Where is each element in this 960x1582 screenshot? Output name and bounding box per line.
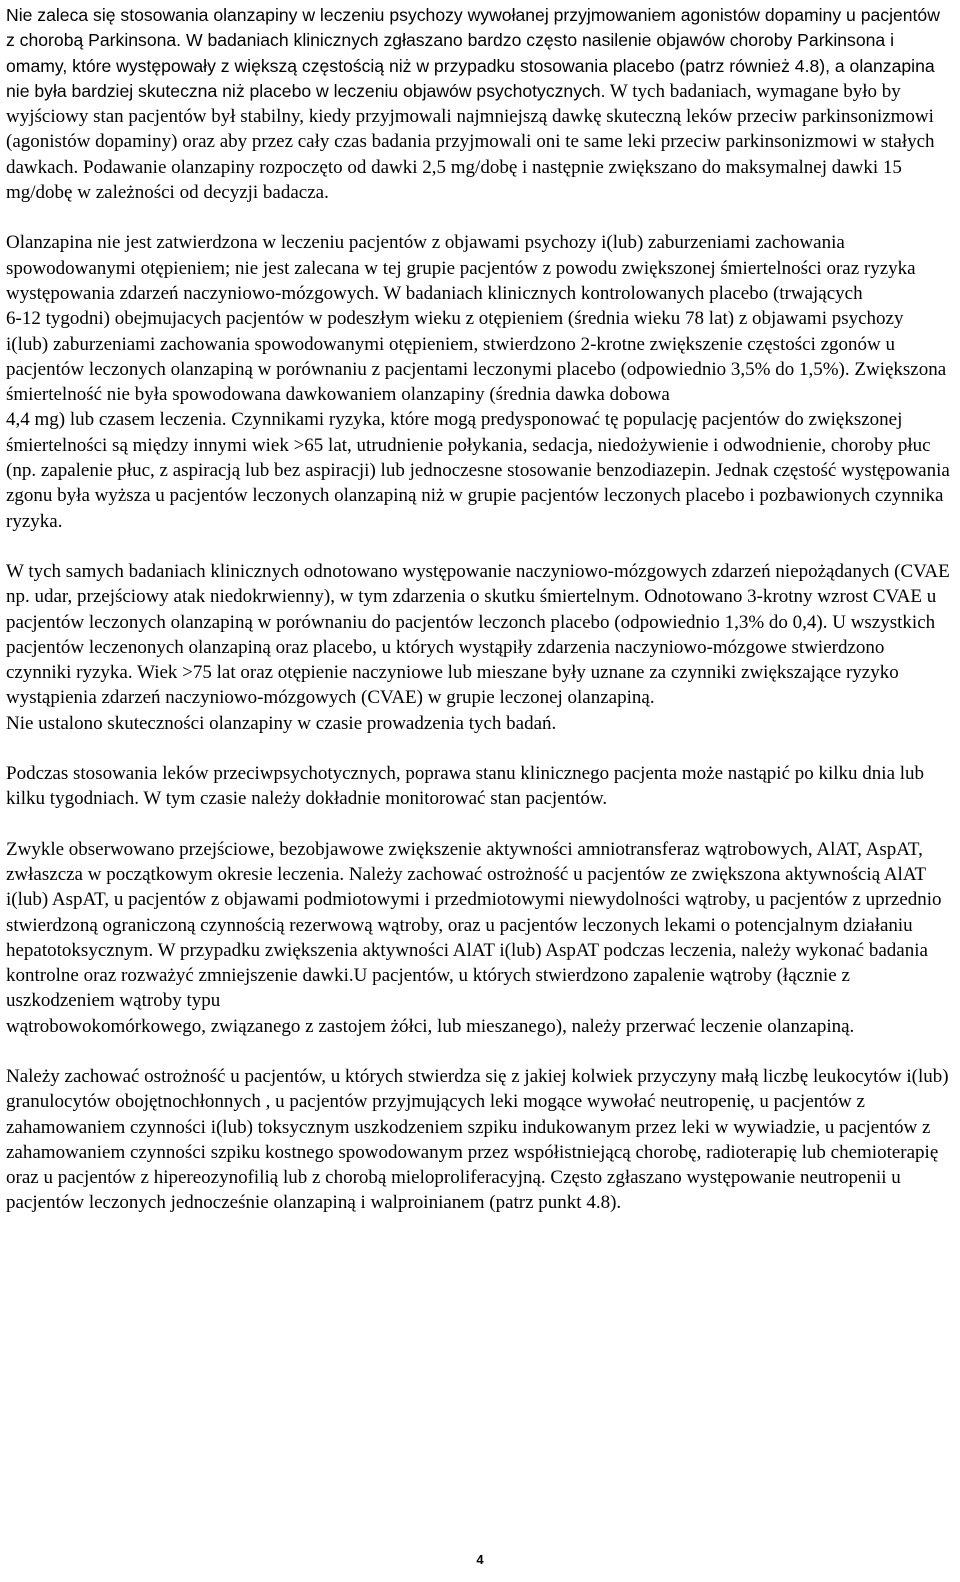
- paragraph-parkinson-part-a: Nie zaleca się stosowania olanzapiny w leczeniu psychozy wywołanej przyjmowaniem agonistów dopaminy u pacjentów z chorobą Parkinsona. W badaniach klinicznych zgłaszano bardzo często nasilenie objawów choroby Parkinsona i omamy, które występowały z większą częstością niż w przypadku stosowania placebo (patrz również 4.8), a olanzapina nie była bardziej skuteczna niż placebo w leczeniu objawów psychotycznych.: [6, 5, 940, 101]
- paragraph-parkinson: [6, 3, 950, 205]
- paragraph-dementia-mortality: [6, 230, 950, 534]
- paragraph-gap: [6, 534, 950, 559]
- paragraph-parkinson-part-b: W tych badaniach, wymagane było by wyjściowy stan pacjentów był stabilny, kiedy przyjmowali najmniejszą dawkę skuteczną leków przeciw parkinsonizmowi (agonistów dopaminy) oraz aby przez cały czas badania przyjmowali oni te same leki przeciw parkinsonizmowi w stałych dawkach.: [6, 80, 935, 178]
- paragraph-gap: [6, 736, 950, 761]
- paragraph-neutropenia: Należy zachować ostrożność u pacjentów, u których stwierdza się z jakiej kolwiek przyczyny małą liczbę leukocytów i(lub) granulocytów obojętnochłonnych , u pacjentów przyjmujących leki mogące wywołać neutropenię, u pacjentów z zahamowaniem czynności i(lub) toksycznym uszkodzeniem szpiku indukowanym przez leki w wywiadzie, u pacjentów z zahamowaniem czynności szpiku kostnego spowodowanym przez współistniejącą chorobę, radioterapię lub chemioterapię oraz u pacjentów z hipereozynofilią lub z chorobą mieloproliferacyjną. Często zgłaszano występowanie neutropenii u pacjentów leczonych jednocześnie olanzapiną i walproinianem (patrz punkt 4.8).: [6, 1065, 949, 1214]
- paragraph-gap: [6, 205, 950, 230]
- paragraph-cvae-efficacy-note: Nie ustalono skuteczności olanzapiny w czasie prowadzenia tych badań.: [6, 712, 557, 734]
- paragraph-dementia-line-2: 6-12 tygodni) obejmujacych pacjentów w podeszłym wieku z otępieniem (średnia wieku 78 lat) z objawami psychozy i(lub) zaburzeniami zachowania spowodowanymi otępieniem, stwierdzono 2-krotne zwiększenie częstości zgonów u pacjentów leczonych olanzapiną w porównaniu z pacjentami leczonymi placebo (odpowiednio 3,5% do 1,5%). Zwiększona śmiertelność nie była spowodowana dawkowaniem olanzapiny (średnia dawka dobowa: [6, 308, 947, 406]
- paragraph-parkinson-part-c: Podawanie olanzapiny rozpoczęto od dawki 2,5 mg/dobę i następnie zwiększano do maksymalnej dawki 15 mg/dobę w zależności od decyzji badacza.: [6, 156, 902, 204]
- paragraph-cvae: [6, 559, 950, 736]
- paragraph-gap: [6, 812, 950, 837]
- paragraph-liver-body: Zwykle obserwowano przejściowe, bezobjawowe zwiększenie aktywności amniotransferaz wątrobowych, AlAT, AspAT, zwłaszcza w początkowym okresie leczenia. Należy zachować ostrożność u pacjentów ze zwiększona aktywnością AlAT i(lub) AspAT, u pacjentów z objawami podmiotowymi i przedmiotowymi niewydolności wątroby, u pacjentów z uprzednio stwierdzoną ograniczoną czynnością rezerwową wątroby, oraz u pacjentów leczonych lekami o potencjalnym działaniu hepatotoksycznym. W przypadku zwiększenia aktywności AlAT i(lub) AspAT podczas leczenia, należy wykonać badania kontrolne oraz rozważyć zmniejszenie dawki.U pacjentów, u których stwierdzono zapalenie wątroby (łącznie z uszkodzeniem wątroby typu: [6, 838, 942, 1012]
- page-number: 4: [476, 1552, 484, 1567]
- paragraph-dementia-line-1: Olanzapina nie jest zatwierdzona w leczeniu pacjentów z objawami psychozy i(lub) zaburzeniami zachowania spowodowanymi otępieniem; nie jest zalecana w tej grupie pacjentów z powodu zwiększonej śmiertelności oraz ryzyka występowania zdarzeń naczyniowo-mózgowych. W badaniach klinicznych kontrolowanych placebo (trwających: [6, 232, 916, 304]
- paragraph-liver-end: wątrobowokomórkowego, związanego z zastojem żółci, lub mieszanego), należy przerwać leczenie olanzapiną.: [6, 1015, 855, 1037]
- paragraph-cvae-body: W tych samych badaniach klinicznych odnotowano występowanie naczyniowo-mózgowych zdarzeń niepożądanych (CVAE np. udar, przejściowy atak niedokrwienny), w tym zdarzenia o skutku śmiertelnym. Odnotowano 3-krotny wzrost CVAE u pacjentów leczonych olanzapiną w porównaniu do pacjentów leczonch placebo (odpowiednio 1,3% do 0,4). U wszystkich pacjentów leczenonych olanzapiną oraz placebo, u których wystąpiły zdarzenia naczyniowo-mózgowe stwierdzono czynniki ryzyka. Wiek >75 lat oraz otępienie naczyniowe lub mieszane były uznane za czynniki zwiększające ryzyko wystąpienia zdarzeń naczyniowo-mózgowych (CVAE) w grupie leczonej olanzapiną.: [6, 560, 950, 709]
- paragraph-gap: [6, 1039, 950, 1064]
- paragraph-dementia-line-3: 4,4 mg) lub czasem leczenia. Czynnikami ryzyka, które mogą predysponować tę populację pacjentów do zwiększonej śmiertelności są między innymi wiek >65 lat, utrudnienie połykania, sedacja, niedożywienie i odwodnienie, choroby płuc (np. zapalenie płuc, z aspiracją lub bez aspiracji) lub jednoczesne stosowanie benzodiazepin. Jednak częstość występowania zgonu była wyższa u pacjentów leczonych olanzapiną niż w grupie pacjentów leczonych placebo i pozbawionych czynnika ryzyka.: [6, 409, 950, 532]
- paragraph-liver: [6, 837, 950, 1039]
- paragraph-clinical-improvement: Podczas stosowania leków przeciwpsychotycznych, poprawa stanu klinicznego pacjenta może nastąpić po kilku dnia lub kilku tygodniach. W tym czasie należy dokładnie monitorować stan pacjentów.: [6, 763, 925, 810]
